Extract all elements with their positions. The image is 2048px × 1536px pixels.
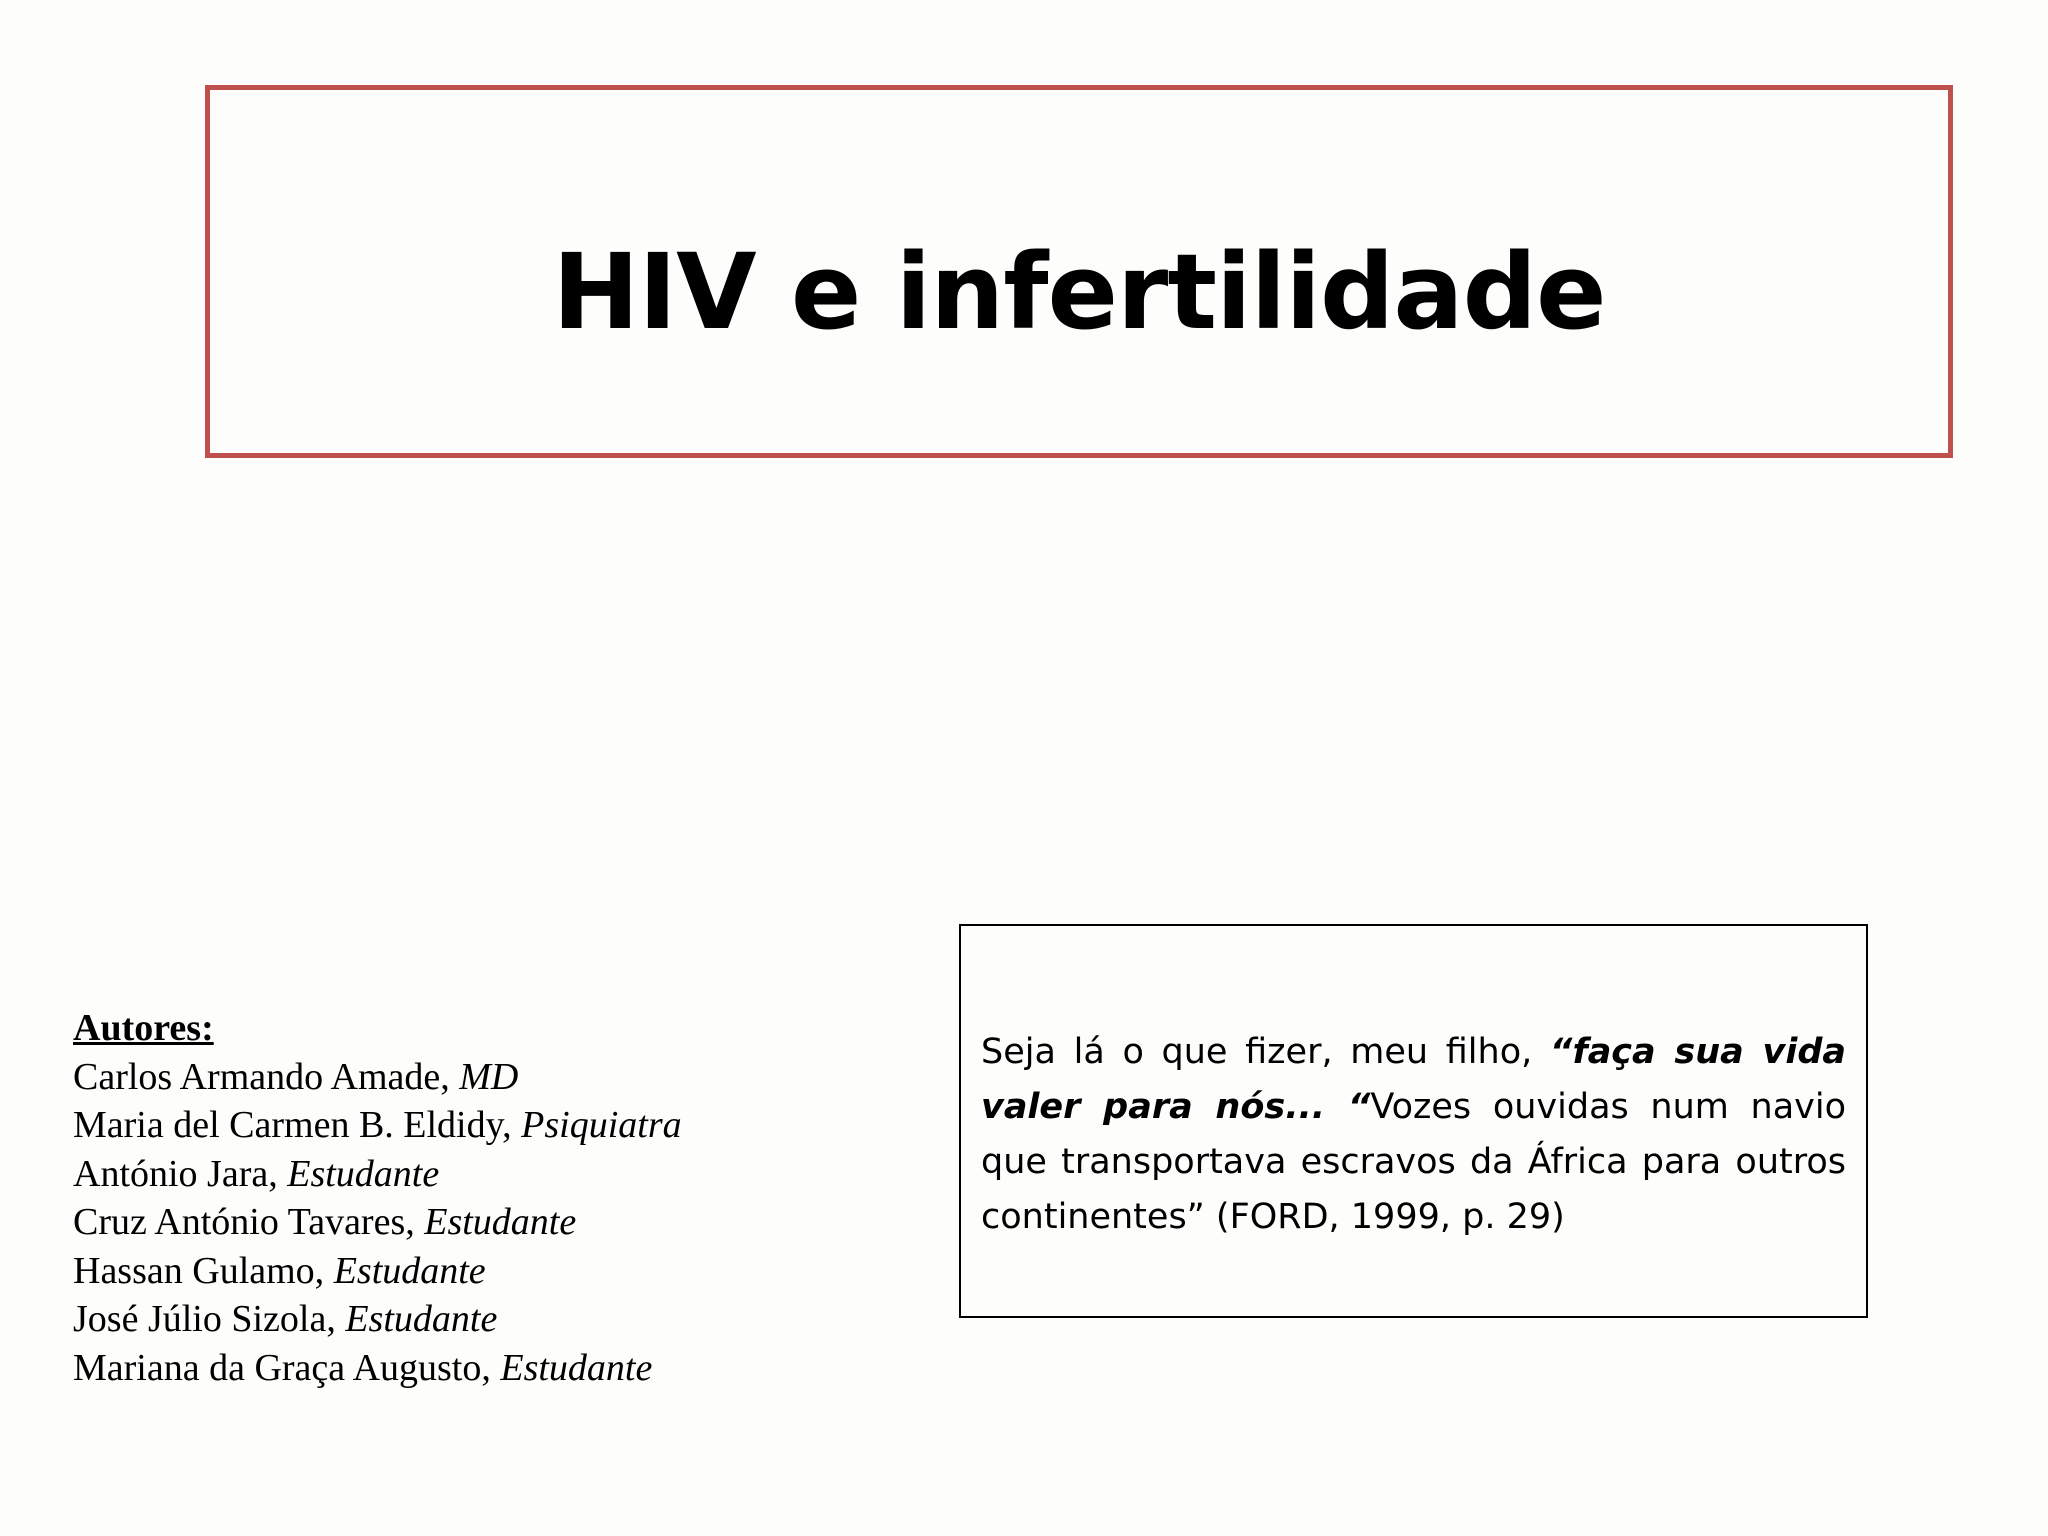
author-name: Carlos Armando Amade, bbox=[73, 1055, 460, 1098]
quote-box bbox=[959, 924, 1868, 1318]
author-name: Cruz António Tavares, bbox=[73, 1201, 425, 1243]
author-name: António Jara, bbox=[73, 1152, 288, 1195]
author-line bbox=[73, 1198, 682, 1247]
author-role: Estudante bbox=[333, 1249, 486, 1292]
authors-block bbox=[73, 1004, 682, 1392]
quote-rest: Vozes ouvidas num navio que transportava escravos da África para outros continentes” (FORD, 1999, p. 29) bbox=[981, 1087, 1847, 1237]
author-name: Hassan Gulamo, bbox=[73, 1249, 334, 1292]
author-role: Estudante bbox=[287, 1152, 440, 1195]
author-line bbox=[73, 1247, 682, 1296]
author-role: Estudante bbox=[500, 1346, 653, 1389]
author-line bbox=[73, 1101, 682, 1150]
author-name: Maria del Carmen B. Eldidy, bbox=[73, 1104, 522, 1146]
author-role: MD bbox=[459, 1055, 519, 1098]
author-role: Estudante bbox=[345, 1298, 498, 1340]
author-line bbox=[73, 1053, 682, 1102]
author-line bbox=[73, 1344, 682, 1393]
quote-text bbox=[981, 1025, 1846, 1245]
title-box bbox=[205, 85, 1953, 458]
author-line bbox=[73, 1150, 682, 1199]
authors-heading: Autores: bbox=[73, 1007, 214, 1049]
author-role: Psiquiatra bbox=[521, 1104, 682, 1146]
author-line bbox=[73, 1295, 682, 1344]
author-name: José Júlio Sizola, bbox=[73, 1298, 346, 1340]
author-name: Mariana da Graça Augusto, bbox=[73, 1346, 501, 1389]
slide-title: HIV e infertilidade bbox=[552, 231, 1606, 353]
quote-emphasis: “faça sua vida valer para nós... “ bbox=[981, 1032, 1846, 1127]
author-role: Estudante bbox=[424, 1201, 577, 1243]
quote-lead: Seja lá o que fizer, meu filho, bbox=[981, 1032, 1550, 1072]
